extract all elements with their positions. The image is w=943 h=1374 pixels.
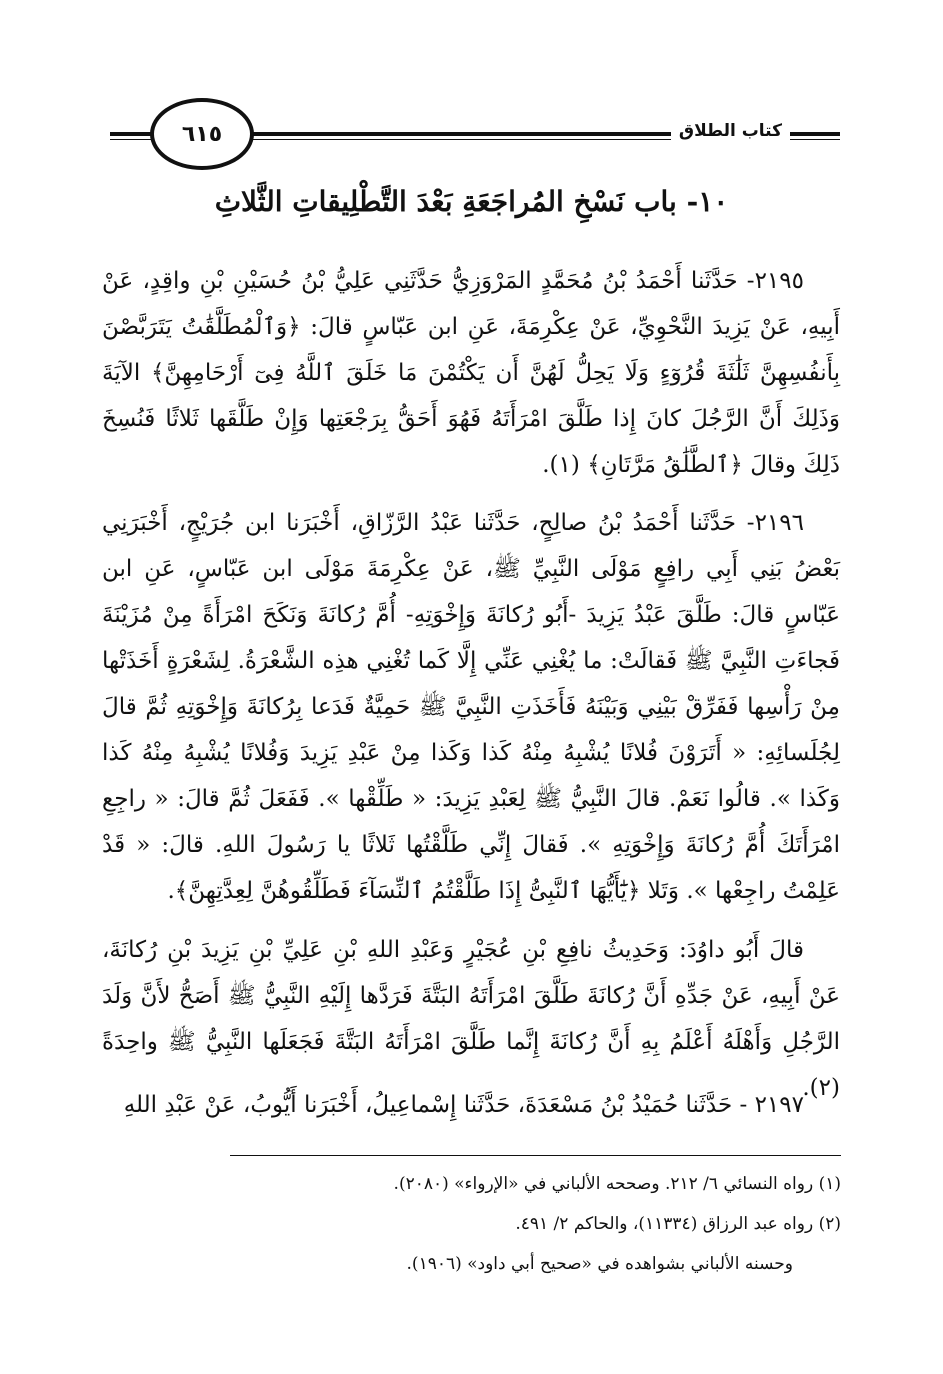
running-title: كتاب الطلاق [671, 121, 790, 141]
paragraph: ٢١٩٥- حَدَّثَنا أَحْمَدُ بْنُ مُحَمَّدٍ المَرْوَزِيُّ حَدَّثَنِي عَلِيُّ بْنُ حُسَيْنِ بْنِ واقِدٍ، عَنْ أَبِيهِ، عَنْ يَزِيدَ النَّحْوِيِّ، عَنْ عِكْرِمَةَ، عَنِ ابن عَبّاسٍ قالَ: ﴿وَٱلْمُطَلَّقَٰتُ يَتَرَبَّصْنَ بِأَنفُسِهِنَّ ثَلَٰثَةَ قُرُوٓءٍ وَلَا يَحِلُّ لَهُنَّ أَن يَكْتُمْنَ مَا خَلَقَ ٱللَّهُ فِىٓ أَرْحَامِهِنَّ﴾ الآيَةَ وَذَلِكَ أَنَّ الرَّجُلَ كانَ إِذا طَلَّقَ امْرَأَتَهُ فَهُوَ أَحَقُّ بِرَجْعَتِها وَإِنْ طَلَّقَها ثَلاثًا فَنُسِخَ ذَلِكَ وقالَ ﴿ٱلطَّلَٰقُ مَرَّتَانِ﴾ (١). [102, 268, 840, 478]
footnotes [230, 1155, 841, 1284]
footnote-2-continued: وحسنه الألباني بشواهده في «صحيح أبي داود» (١٩٠٦). [406, 1254, 793, 1274]
chapter-title: ١٠- باب نَسْخِ المُراجَعَةِ بَعْدَ التَّطْلِيقاتِ الثَّلاثِ [214, 185, 729, 218]
footnote-1: (١) رواه النسائي ٦/ ٢١٢. وصححه الألباني في «الإرواء» (٢٠٨٠). [393, 1174, 841, 1194]
hadith-2196 [102, 500, 840, 914]
paragraph: ٢١٩٧ - حَدَّثَنا حُمَيْدُ بْنُ مَسْعَدَةَ، حَدَّثَنا إِسْماعِيلُ، أَخْبَرَنا أَيُّوبُ، عَنْ عَبْدِ اللهِ [123, 1092, 804, 1118]
page-number: ٦١٥ [150, 98, 254, 170]
hadith-2197 [102, 1082, 840, 1128]
paragraph: ٢١٩٦- حَدَّثَنا أَحْمَدُ بْنُ صالِحٍ، حَدَّثَنا عَبْدُ الرَّزّاقِ، أَخْبَرَنا ابن جُرَيْجٍ، أَخْبَرَنِي بَعْضُ بَنِي أَبِي رافِعٍ مَوْلَى النَّبِيِّ ﷺ، عَنْ عِكْرِمَةَ مَوْلَى ابن عَبّاسٍ، عَنِ ابن عَبّاسٍ قالَ: طَلَّقَ عَبْدُ يَزِيدَ -أَبُو رُكانَةَ وَإِخْوَتِهِ- أُمَّ رُكانَةَ وَنَكَحَ امْرَأَةً مِنْ مُزَيْنَةَ فَجاءَتِ النَّبِيَّ ﷺ فَقالَتْ: ما يُغْنِي عَنِّي إِلَّا كَما تُغْنِي هذِه الشَّعْرَةُ. لِشَعْرَةٍ أَخَذَتْها مِنْ رَأْسِها فَفَرِّقْ بَيْنِي وَبَيْنَهُ فَأَخَذَتِ النَّبِيَّ ﷺ حَمِيَّةٌ فَدَعا بِرُكانَةَ وَإِخْوَتِهِ ثُمَّ قالَ لِجُلَسائِهِ: « أَتَرَوْنَ فُلانًا يُشْبِهُ مِنْهُ كَذا وَكَذا مِنْ عَبْدِ يَزِيدَ وَفُلانًا يُشْبِهُ مِنْهُ كَذا وَكَذا ». قالُوا نَعَمْ. قالَ النَّبِيُّ ﷺ لِعَبْدِ يَزِيدَ: « طَلِّقْها ». فَفَعَلَ ثُمَّ قالَ: « راجِعِ امْرَأَتَكَ أُمَّ رُكانَةَ وَإِخْوَتِهِ ». فَقالَ إِنِّي طَلَّقْتُها ثَلاثًا يا رَسُولَ اللهِ. قالَ: « قَدْ عَلِمْتُ راجِعْها ». وَتَلا ﴿يَٰٓأَيُّهَا ٱلنَّبِىُّ إِذَا طَلَّقْتُمُ ٱلنِّسَآءَ فَطَلِّقُوهُنَّ لِعِدَّتِهِنَّ﴾. [102, 510, 840, 904]
page-header [110, 96, 840, 176]
paragraph: قالَ أَبُو داوُدَ: وَحَدِيثُ نافِعِ بْنِ عُجَيْرٍ وَعَبْدِ اللهِ بْنِ عَلِيِّ بْنِ يَزِيدَ بْنِ رُكانَةَ، عَنْ أَبِيهِ، عَنْ جَدِّهِ أَنَّ رُكانَةَ طَلَّقَ امْرَأَتَهُ البَتَّةَ فَرَدَّها إِلَيْهِ النَّبِيُّ ﷺ أَصَحُّ لأَنَّ وَلَدَ الرَّجُلِ وَأَهْلَهُ أَعْلَمُ بِهِ أَنَّ رُكانَةَ إِنَّما طَلَّقَ امْرَأَتَهُ البَتَّةَ فَجَعَلَها النَّبِيُّ ﷺ واحِدَةً (٢). [102, 937, 840, 1101]
hadith-2195 [102, 258, 840, 488]
footnote-2: (٢) رواه عبد الرزاق (١١٣٣٤)، والحاكم ٢/ ٤٩١. [515, 1214, 841, 1234]
